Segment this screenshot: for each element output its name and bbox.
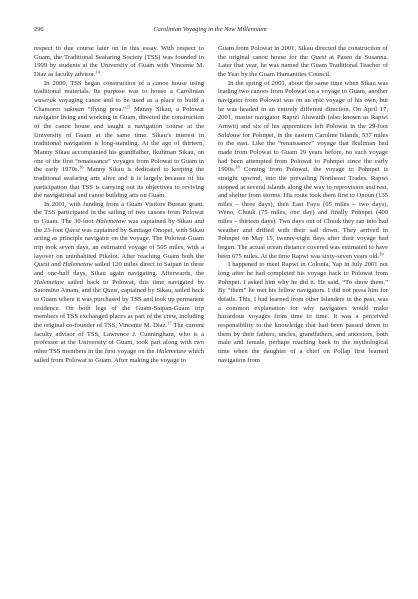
text-run: for Pohnpei, in the eastern Caroline Islands, 537 miles to the east. Like the “renaissance” voyage that Ikuliman had made from Polowat to Guam 29 years before, no such voyage had been attempted from Polowat to Pohnpei since the early 1900s. <box>218 131 388 174</box>
text-run: , captained by Sikau, sailed back to Guam where it was purchased by TSS and took up permanent residence. On both legs of the Guam-Saipan-Guam trip members of TSS exchanged places as part of the crew, including the original co-founder of TSS, Vincente M. Diaz. <box>34 287 204 329</box>
italic-term: Quest <box>102 287 118 295</box>
italic-term: Halemetaw <box>62 261 93 269</box>
text-run: In the spring of 2001, about the same time when Sikau was leading two canoes from Polowat on a voyage to Guam, another navigator from Polowat was on an epic voyage of his own, but he was headed in an entirely different direction. On April 17, 2001, master navigator Rapwi Aluwaith (also known as Rapwi Amwit) and six of his apprentices left Polowat in the 29-foot <box>218 79 388 130</box>
footnote-marker: 14 <box>95 69 100 75</box>
footnote-marker: 16 <box>79 164 84 170</box>
text-run: In 2001, with funding from a Guam Visitors Bureau grant, the TSS participated in the sailing of two canoes from Polowat to Guam. The 30-foot <box>34 200 204 226</box>
italic-term: waserak <box>34 96 56 104</box>
paragraph <box>34 45 204 80</box>
text-run: at Paseo de Susanna. Later that year, he was named the Guam Traditional Teacher of the Year by the Guam Humanities Council. <box>218 53 388 78</box>
page-number: 296 <box>34 26 44 33</box>
left-column <box>34 45 204 365</box>
paragraph <box>218 45 388 80</box>
text-run: Guam from Polowat in 2001, Sikau directed the construction of the original canoe house for the <box>218 45 388 61</box>
text-run: was captained by Santiago Onopei, with Sikau acting as principle navigator on the voyage. The Polowat-Guam trip took seven days, an estimated voyage of 505 miles, with a layover on uninhabited Pikelot. After reaching Guam both the <box>34 226 205 260</box>
running-title: Carolinian Voyaging in the New Millennium <box>153 26 267 33</box>
italic-term: Halemetaw <box>95 218 126 226</box>
italic-term: Quest <box>34 261 50 269</box>
right-column <box>218 45 388 365</box>
footnote-marker: 17 <box>167 320 172 326</box>
paragraph <box>218 261 388 365</box>
text-run: sailed 120 miles direct to Saipan in three and one-half days, Sikau again navigating. Afterwards, the <box>34 261 205 278</box>
text-run: respect to due course later on in this essay. With respect to Guam, the Traditional Seafaring Society (TSS) was founded in 1999 by students at the University of Guam with Vincente M. Diaz as faculty advisor. <box>34 45 204 78</box>
italic-term: Saldouw <box>218 131 241 139</box>
text-run: I happened to meet Rapwi in Colonia, Yap in July 2001 not long after he had completed his voyage back to Polowat from Pohnpei. I asked him why he did it. He said, “To show them.” By “them” he met his fellow navigators. I did not press him for details. This, I had learned from other Islanders in the past, was a common explanation for why navigators would make hazardous voyages from time to time. It was a perceived responsibility to the knowledge that had been passed down to them by their fathers, uncles, grandfathers, and ancestors, both male and female, perhaps reaching back to the mythological time when the daughter of a chief on Pollap first learned navigation from <box>218 261 388 364</box>
text-run: and <box>49 261 63 269</box>
text-run: The current faculty advisor of TSS, Lawrence J. Cunningham, who is a professor at the University of Guam, took part along with two other TSS members in the first voyage on the <box>34 322 204 355</box>
text-run: “flying proa.” <box>84 105 126 113</box>
text-run: voyaging canoe and to be used as a place to build a Chamorro <box>34 96 204 113</box>
footnote-marker: 18 <box>235 164 240 170</box>
text-run: was captained by Sikau and the 23-foot <box>34 218 205 234</box>
text-run: In 2000, TSS began construction of a canoe house using traditional materials. Its purpose was to house a Carolinian <box>34 79 204 96</box>
paragraph <box>34 201 204 365</box>
italic-term: Quest <box>310 53 327 61</box>
italic-term: sakman <box>64 105 85 113</box>
text-run: sailed back to Polowat, this time navigated by Satomino Ainam, and the <box>34 278 204 295</box>
italic-term: Quest <box>64 226 80 234</box>
footnote-marker: 15 <box>125 104 131 110</box>
text-run: Coming from Polowat, the voyage to Pohnpei is straight upwind, into the prevailing Northeast Trades. Rapwi stopped at several islands along the way to reprovision and rest, and shelter from storms. His route took them first to Onoun (135 miles – three days), then East Fayu (65 miles – two days), Weno, Chuuk (75 miles, one day) and finally Pohnpei (400 miles – thirteen days). Two days out of Chuuk they ran into bad weather and drifted with their sail down. They arrived in Pohnpei on May 15, twenty-eight days after their voyage had begun. The actual ocean distance covered was estimated to have been 675 miles. At the time Rapwi was sixty-seven years old. <box>218 166 388 260</box>
text-run: Manny Sikau, a Polowat navigator living and working in Guam, directed the construction of the canoe house and taught a navigation course at the University of Guam at the same time. Sikau’s interest in traditional navigation is long-standing. At the age of thirteen, Manny Sikau accompanied his grandfather, Ikuliman Sikau, on one of the first “renaissance” voyages from Polowat to Guam in the early 1970s. <box>34 105 205 174</box>
text-run: which sailed from Polowat to Guam. After making the voyage to <box>34 347 205 364</box>
footnote-marker: 19 <box>379 251 384 257</box>
paragraph <box>34 80 204 201</box>
italic-term: Halemetaw <box>156 347 187 355</box>
running-header <box>34 26 386 38</box>
text-run: Manny Sikau is dedicated to keeping the traditional seafaring arts alive and it is largely because of his participation that TSS is carrying out its objectives to reviving the navigational and canoe building arts on Guam. <box>34 166 204 200</box>
paragraph <box>218 80 388 262</box>
italic-term: Halemetaw <box>34 278 64 286</box>
